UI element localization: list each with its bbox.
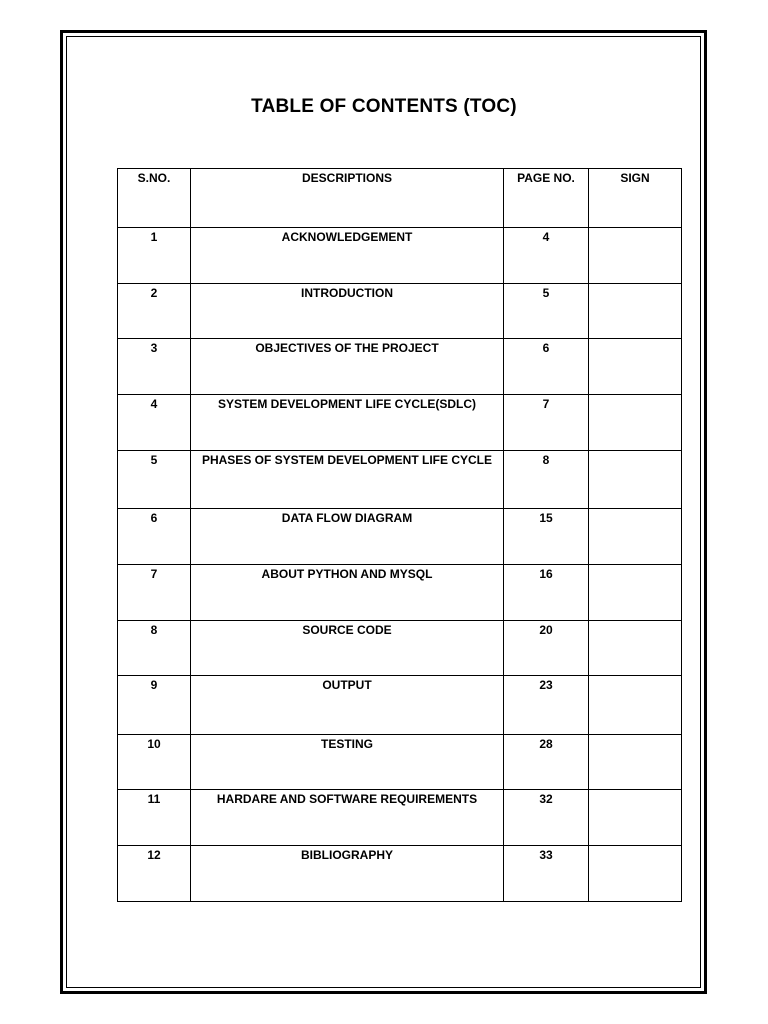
row-description: OUTPUT — [191, 676, 504, 735]
row-sno: 5 — [118, 451, 191, 509]
table-row — [118, 621, 682, 676]
row-sign — [589, 228, 682, 284]
table-row — [118, 451, 682, 509]
row-sno: 10 — [118, 735, 191, 790]
row-page-no: 16 — [504, 565, 589, 621]
table-row — [118, 846, 682, 902]
row-sign — [589, 846, 682, 902]
row-page-no: 23 — [504, 676, 589, 735]
row-page-no: 32 — [504, 790, 589, 846]
row-sign — [589, 790, 682, 846]
row-page-no: 6 — [504, 339, 589, 395]
table-row — [118, 509, 682, 565]
toc-header-row — [118, 169, 682, 228]
row-sno: 2 — [118, 284, 191, 339]
row-sign — [589, 565, 682, 621]
row-sign — [589, 735, 682, 790]
table-row — [118, 284, 682, 339]
row-sno: 6 — [118, 509, 191, 565]
table-row — [118, 735, 682, 790]
row-page-no: 15 — [504, 509, 589, 565]
header-sign: SIGN — [589, 169, 682, 228]
row-page-no: 20 — [504, 621, 589, 676]
row-description: PHASES OF SYSTEM DEVELOPMENT LIFE CYCLE — [191, 451, 504, 509]
row-page-no: 4 — [504, 228, 589, 284]
row-sno: 12 — [118, 846, 191, 902]
row-page-no: 28 — [504, 735, 589, 790]
row-description: DATA FLOW DIAGRAM — [191, 509, 504, 565]
table-row — [118, 395, 682, 451]
page-title: TABLE OF CONTENTS (TOC) — [251, 96, 517, 117]
row-page-no: 7 — [504, 395, 589, 451]
row-description: INTRODUCTION — [191, 284, 504, 339]
row-description: HARDARE AND SOFTWARE REQUIREMENTS — [191, 790, 504, 846]
row-sno: 8 — [118, 621, 191, 676]
row-sign — [589, 339, 682, 395]
table-row — [118, 228, 682, 284]
table-row — [118, 676, 682, 735]
row-sno: 9 — [118, 676, 191, 735]
row-description: TESTING — [191, 735, 504, 790]
row-sno: 11 — [118, 790, 191, 846]
table-row — [118, 565, 682, 621]
row-sign — [589, 284, 682, 339]
row-description: SYSTEM DEVELOPMENT LIFE CYCLE(SDLC) — [191, 395, 504, 451]
table-row — [118, 790, 682, 846]
row-sign — [589, 621, 682, 676]
row-page-no: 5 — [504, 284, 589, 339]
row-description: OBJECTIVES OF THE PROJECT — [191, 339, 504, 395]
row-description: BIBLIOGRAPHY — [191, 846, 504, 902]
toc-body — [118, 228, 682, 902]
row-sign — [589, 395, 682, 451]
row-page-no: 8 — [504, 451, 589, 509]
table-row — [118, 339, 682, 395]
row-sno: 1 — [118, 228, 191, 284]
row-description: SOURCE CODE — [191, 621, 504, 676]
row-sign — [589, 676, 682, 735]
header-page-no: PAGE NO. — [504, 169, 589, 228]
row-sno: 3 — [118, 339, 191, 395]
row-description: ACKNOWLEDGEMENT — [191, 228, 504, 284]
header-sno: S.NO. — [118, 169, 191, 228]
row-sign — [589, 451, 682, 509]
row-sign — [589, 509, 682, 565]
row-sno: 7 — [118, 565, 191, 621]
row-description: ABOUT PYTHON AND MYSQL — [191, 565, 504, 621]
row-sno: 4 — [118, 395, 191, 451]
toc-table — [117, 168, 682, 902]
row-page-no: 33 — [504, 846, 589, 902]
header-descriptions: DESCRIPTIONS — [191, 169, 504, 228]
